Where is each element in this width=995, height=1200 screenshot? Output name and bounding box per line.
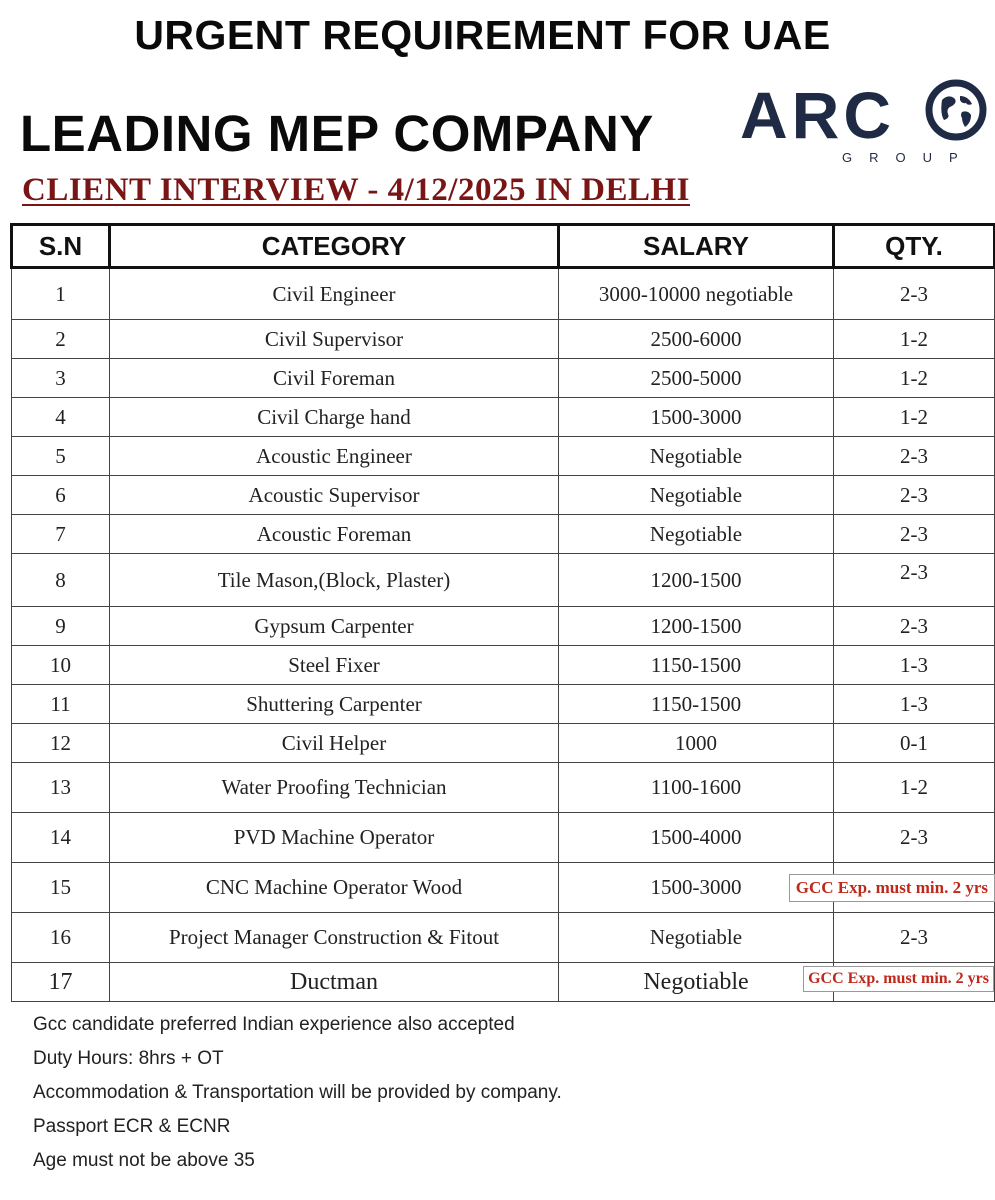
- salary-value: Negotiable: [643, 968, 749, 995]
- cell-sn: 16: [12, 913, 110, 963]
- cell-qty: 2-3: [834, 607, 995, 646]
- cell-salary: 3000-10000 negotiable: [559, 268, 834, 320]
- table-row: [12, 646, 995, 685]
- cell-category: Tile Mason,(Block, Plaster): [110, 554, 559, 607]
- cell-category: Project Manager Construction & Fitout: [110, 913, 559, 963]
- cell-sn: 12: [12, 724, 110, 763]
- cell-sn: 9: [12, 607, 110, 646]
- cell-sn: 3: [12, 359, 110, 398]
- logo-word: ARC: [740, 78, 895, 152]
- footer-line-gcc: Gcc candidate preferred Indian experience also accepted: [33, 1014, 515, 1035]
- table-row: [12, 913, 995, 963]
- cell-sn: 13: [12, 763, 110, 813]
- col-header-category: CATEGORY: [110, 225, 559, 268]
- interview-banner: CLIENT INTERVIEW - 4/12/2025 IN DELHI: [22, 172, 691, 208]
- gcc-exp-note: GCC Exp. must min. 2 yrs: [789, 874, 995, 902]
- table-row: [12, 685, 995, 724]
- cell-qty: 1-3: [834, 685, 995, 724]
- table-row: [12, 763, 995, 813]
- cell-sn: 6: [12, 476, 110, 515]
- footer-notes: [33, 1008, 562, 1178]
- cell-category: Acoustic Supervisor: [110, 476, 559, 515]
- cell-salary: 1100-1600: [559, 763, 834, 813]
- salary-value: 1500-3000: [650, 875, 742, 899]
- table-row: [12, 268, 995, 320]
- cell-category: Steel Fixer: [110, 646, 559, 685]
- table-row: [12, 476, 995, 515]
- cell-salary: [559, 863, 988, 913]
- table-row: [12, 724, 995, 763]
- cell-category: Ductman: [110, 963, 559, 1002]
- cell-salary: 1150-1500: [559, 685, 834, 724]
- gcc-exp-note: GCC Exp. must min. 2 yrs: [803, 966, 994, 992]
- subhead: LEADING MEP COMPANY: [20, 105, 654, 162]
- table-row: [12, 963, 995, 1002]
- footer-line-passport: Passport ECR & ECNR: [33, 1116, 231, 1137]
- cell-qty: 1-2: [834, 763, 995, 813]
- cell-category: Civil Supervisor: [110, 320, 559, 359]
- cell-qty: 1-2: [834, 359, 995, 398]
- cell-qty: 2-3: [834, 268, 995, 320]
- cell-sn: 14: [12, 813, 110, 863]
- cell-salary: Negotiable: [559, 515, 834, 554]
- cell-salary: Negotiable: [559, 437, 834, 476]
- table-row: [12, 515, 995, 554]
- cell-salary: 1200-1500: [559, 554, 834, 607]
- logo-group: GROUP: [842, 150, 975, 165]
- table-header-row: [12, 225, 995, 268]
- cell-category: PVD Machine Operator: [110, 813, 559, 863]
- cell-salary: [559, 963, 989, 1002]
- footer-line-accommodation: Accommodation & Transportation will be provided by company.: [33, 1082, 562, 1103]
- cell-salary: Negotiable: [559, 913, 834, 963]
- cell-qty: 1-2: [834, 320, 995, 359]
- footer-line-age: Age must not be above 35: [33, 1150, 255, 1171]
- col-header-sn: S.N: [12, 225, 110, 268]
- table-row: [12, 607, 995, 646]
- footer-line-duty-hours: Duty Hours: 8hrs + OT: [33, 1048, 224, 1069]
- cell-category: Shuttering Carpenter: [110, 685, 559, 724]
- cell-sn: 15: [12, 863, 110, 913]
- cell-sn: 2: [12, 320, 110, 359]
- cell-salary: 1500-4000: [559, 813, 834, 863]
- cell-sn: 11: [12, 685, 110, 724]
- cell-qty: 2-3: [834, 554, 995, 607]
- cell-qty: 0-1: [834, 724, 995, 763]
- arco-logo: [728, 74, 990, 174]
- table-row: [12, 554, 995, 607]
- cell-sn: 5: [12, 437, 110, 476]
- headline: URGENT REQUIREMENT FOR UAE: [134, 12, 831, 58]
- cell-category: Civil Helper: [110, 724, 559, 763]
- cell-salary: 1500-3000: [559, 398, 834, 437]
- cell-salary: 2500-5000: [559, 359, 834, 398]
- cell-salary: 1150-1500: [559, 646, 834, 685]
- cell-sn: 8: [12, 554, 110, 607]
- cell-category: Gypsum Carpenter: [110, 607, 559, 646]
- cell-category: Acoustic Foreman: [110, 515, 559, 554]
- table-row: [12, 437, 995, 476]
- cell-category: Acoustic Engineer: [110, 437, 559, 476]
- cell-category: Civil Engineer: [110, 268, 559, 320]
- cell-qty: 2-3: [834, 913, 995, 963]
- cell-qty: 2-3: [834, 515, 995, 554]
- globe-icon: [924, 78, 988, 142]
- cell-sn: 4: [12, 398, 110, 437]
- cell-sn: 17: [12, 963, 110, 1002]
- cell-qty: 2-3: [834, 813, 995, 863]
- cell-qty: 1-2: [834, 398, 995, 437]
- cell-salary: Negotiable: [559, 476, 834, 515]
- table-row: [12, 320, 995, 359]
- table-row: [12, 359, 995, 398]
- cell-category: CNC Machine Operator Wood: [110, 863, 559, 913]
- col-header-qty: QTY.: [834, 225, 995, 268]
- cell-salary: 1000: [559, 724, 834, 763]
- table-row: [12, 863, 995, 913]
- cell-sn: 1: [12, 268, 110, 320]
- cell-sn: 10: [12, 646, 110, 685]
- cell-sn: 7: [12, 515, 110, 554]
- col-header-salary: SALARY: [559, 225, 834, 268]
- cell-salary: 2500-6000: [559, 320, 834, 359]
- cell-salary: 1200-1500: [559, 607, 834, 646]
- cell-category: Civil Foreman: [110, 359, 559, 398]
- table-row: [12, 398, 995, 437]
- cell-qty: 2-3: [834, 437, 995, 476]
- cell-category: Civil Charge hand: [110, 398, 559, 437]
- jobs-table: [10, 223, 995, 1002]
- cell-category: Water Proofing Technician: [110, 763, 559, 813]
- table-row: [12, 813, 995, 863]
- cell-qty: 1-3: [834, 646, 995, 685]
- cell-qty: 2-3: [834, 476, 995, 515]
